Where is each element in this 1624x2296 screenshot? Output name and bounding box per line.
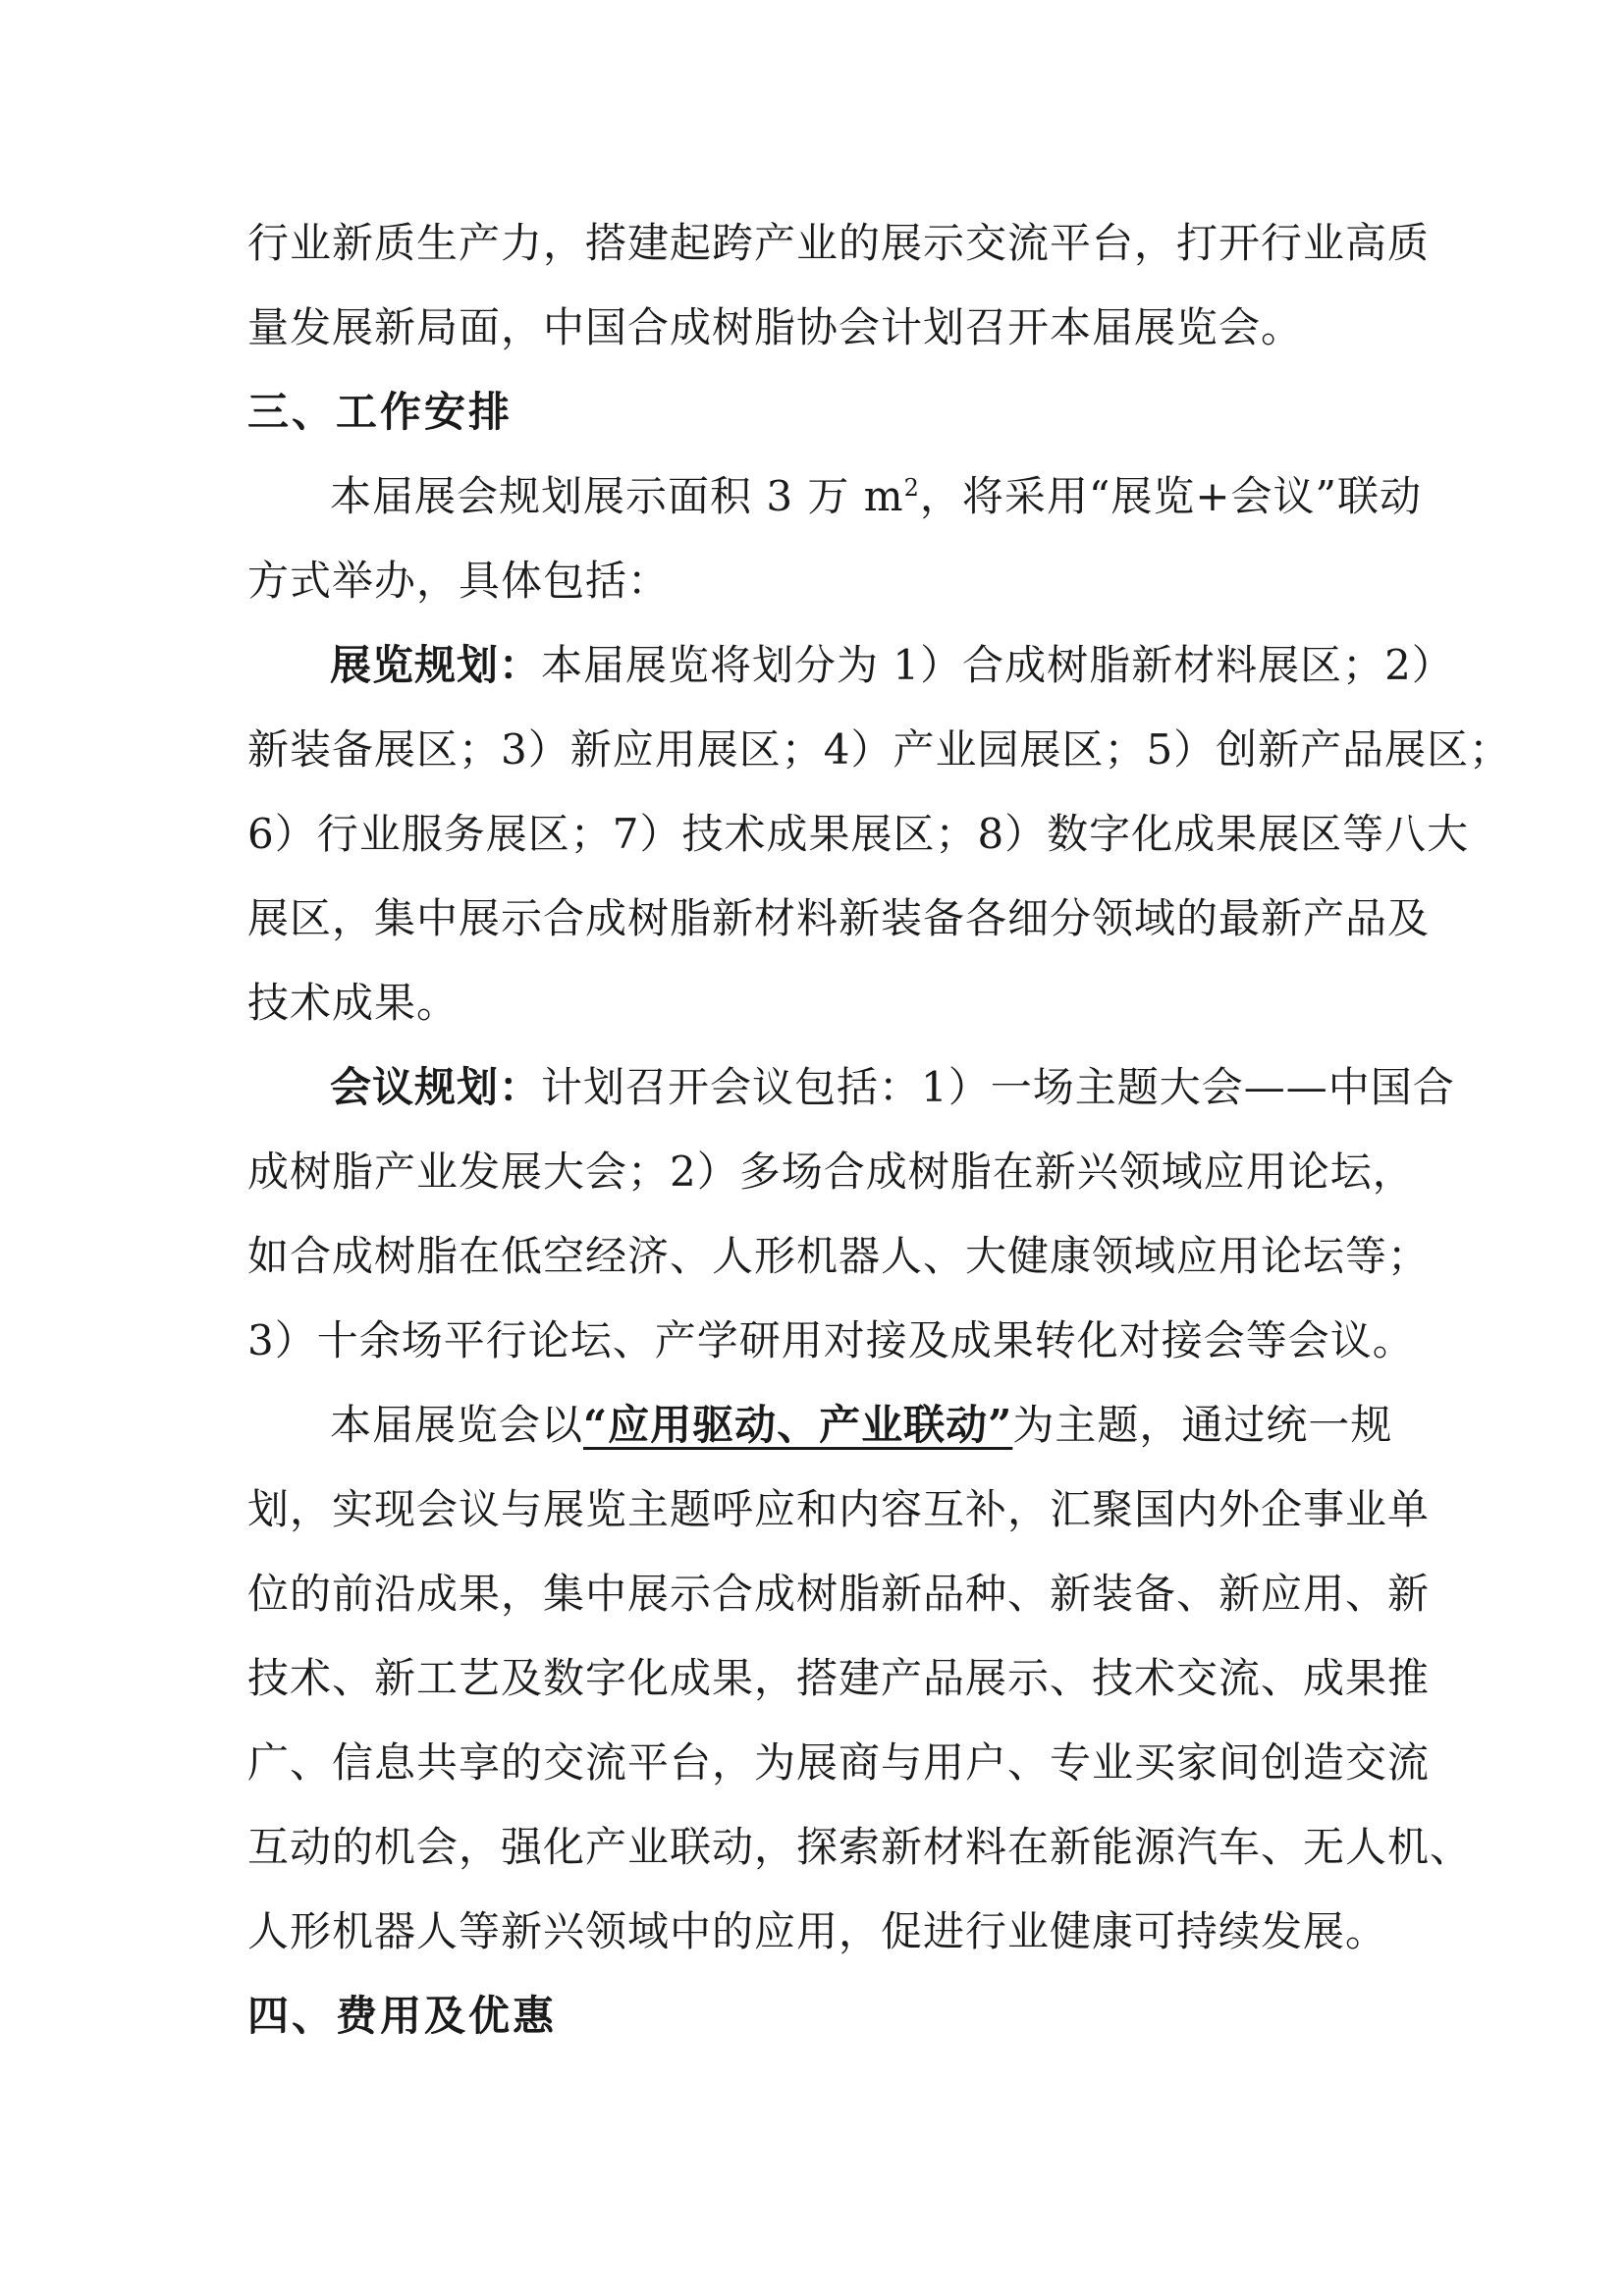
paragraph-line: 互动的机会，强化产业联动，探索新材料在新能源汽车、无人机、 xyxy=(247,1823,1473,1871)
intro-line: 方式举办，具体包括： xyxy=(247,557,671,605)
paragraph-line: 成树脂产业发展大会；2）多场合成树脂在新兴领域应用论坛， xyxy=(247,1148,1415,1196)
paragraph-line: 新装备展区；3）新应用展区；4）产业园展区；5）创新产品展区； xyxy=(247,725,1512,774)
paragraph-line: 人形机器人等新兴领域中的应用，促进行业健康可持续发展。 xyxy=(247,1907,1388,1955)
section-heading-4: 四、费用及优惠 xyxy=(247,1992,558,2040)
paragraph-line: 量发展新局面，中国合成树脂协会计划召开本届展览会。 xyxy=(247,303,1304,351)
theme-text-post: 为主题，通过统一规 xyxy=(1012,1401,1393,1449)
theme-slogan: “应用驱动、产业联动” xyxy=(583,1401,1013,1449)
meeting-plan-line xyxy=(330,1058,1455,1117)
intro-text-pre: 本届展会规划展示面积 3 万 m xyxy=(330,472,904,520)
superscript-2: 2 xyxy=(903,474,920,502)
paragraph-line: 广、信息共享的交流平台，为展商与用户、专业买家间创造交流 xyxy=(247,1738,1431,1787)
paragraph-line: 如合成树脂在低空经济、人形机器人、大健康领域应用论坛等； xyxy=(247,1232,1431,1280)
paragraph-line: 展区，集中展示合成树脂新材料新装备各细分领域的最新产品及 xyxy=(247,894,1431,942)
paragraph-line: 技术、新工艺及数字化成果，搭建产品展示、技术交流、成果推 xyxy=(247,1654,1431,1702)
paragraph-line: 3）十余场平行论坛、产学研用对接及成果转化对接会等会议。 xyxy=(247,1316,1415,1364)
theme-text-pre: 本届展览会以 xyxy=(330,1401,584,1449)
intro-text-post: ，将采用“展览+会议”联动 xyxy=(919,472,1423,520)
theme-line xyxy=(330,1396,1393,1455)
paragraph-line: 划，实现会议与展览主题呼应和内容互补，汇聚国内外企事业单 xyxy=(247,1485,1431,1533)
meeting-plan-label: 会议规划： xyxy=(330,1063,542,1111)
paragraph-line: 技术成果。 xyxy=(247,979,460,1027)
exhibition-plan-label: 展览规划： xyxy=(330,641,542,689)
section-heading-3: 三、工作安排 xyxy=(247,388,514,436)
exhibition-plan-line xyxy=(330,636,1454,695)
intro-line xyxy=(330,467,1423,526)
exhibition-plan-text: 本届展览将划分为 1）合成树脂新材料展区；2） xyxy=(541,641,1454,689)
meeting-plan-text: 计划召开会议包括：1）一场主题大会——中国合 xyxy=(541,1063,1455,1111)
paragraph-line: 位的前沿成果，集中展示合成树脂新品种、新装备、新应用、新 xyxy=(247,1570,1431,1618)
paragraph-line: 6）行业服务展区；7）技术成果展区；8）数字化成果展区等八大 xyxy=(247,810,1470,858)
paragraph-line: 行业新质生产力，搭建起跨产业的展示交流平台，打开行业高质 xyxy=(247,219,1431,267)
